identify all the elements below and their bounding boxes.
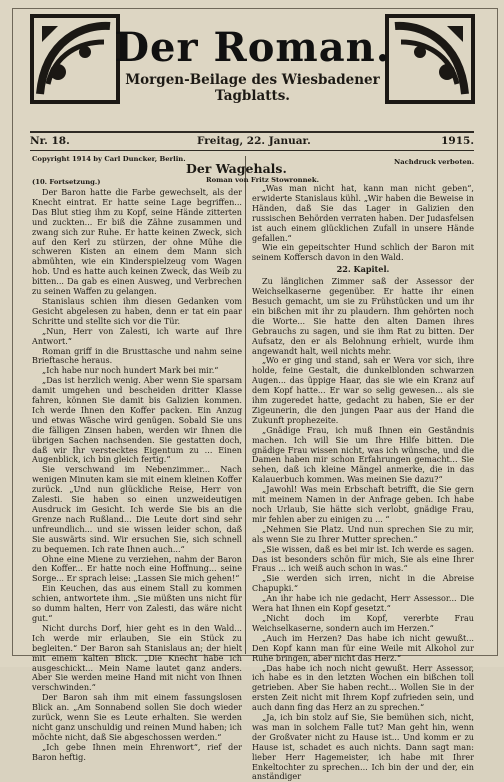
paragraph: Ein Keuchen, das aus einem Stall zu kommen schien, antwortete ihm. „Sie müßten uns nicht für so dumm halten, Herr von Zalesti, das wäre nicht gut.“	[32, 583, 242, 623]
issue-date: Freitag, 22. Januar.	[197, 135, 311, 147]
chapter-heading: 22. Kapitel.	[336, 264, 390, 275]
paragraph: Der Baron hatte die Farbe gewechselt, als der Knecht eintrat. Er hatte seine Lage begriffen... Das Blut stieg ihm zu Kopf, seine Hände zitterten und zuckten... Er biß die Zähne zusammen und zwang sich zur Ruhe. Er hatte keinen Zweck, sich auf den Kerl zu stürzen, der ohne Mühe die schweren Kisten an einem dem Mann sich abmühten, wie ein Kinderspielzeug vom Wagen hob. Und es hatte auch keinen Zweck, das Weib zu bitten... Da gab es einen Ausweg, und Verbrechen zu seinen Waffen zu gelangen.	[32, 187, 242, 297]
paragraph: Stanislaus schien ihm diesen Gedanken vom Gesicht abgelesen zu haben, denn er tat ein paar Schritte und stellte sich vor die Tür.	[32, 295, 242, 326]
paragraph: Roman griff in die Brusttasche und nahm seine Brieftasche heraus.	[32, 345, 242, 366]
paragraph: „Sie werden sich irren, nicht in die Abreise Chapupki.“	[252, 573, 474, 594]
issue-number: Nr. 18.	[30, 135, 70, 147]
paragraph: Der Baron sah ihm mit einem fassungslosen Blick an. „Am Sonnabend sollen Sie doch wieder zurück, wenn Sie es Leute erhalten. Sie werden nicht ganz unschuldig und reinen Mund haben; ich möchte nicht, daß Sie abgeschossen werden.“	[32, 692, 242, 742]
paragraph: „Nehmen Sie Platz. Und nun sprechen Sie zu mir, als wenn Sie zu Ihrer Mutter sprechen.“	[252, 523, 474, 544]
paragraph: „Nicht doch im Kopf, vererbte Frau Weichselkaserne, sondern auch im Herzen.“	[252, 612, 474, 633]
issue-year: 1915.	[441, 135, 474, 147]
paragraph: „Das habe ich noch nicht gewußt. Herr Assessor, ich habe es in den letzten Wochen ein bißchen toll getrieben. Aber Sie haben recht... Wollen Sie in der ersten Zeit nicht mit Ihrem Kopf zufrieden sein, und auch dann fing das Herz an zu sprechen.“	[252, 662, 474, 713]
paragraph: Sie verschwand im Nebenzimmer... Nach wenigen Minuten kam sie mit einem kleinen Koffer zurück. „Und nun glückliche Reise, Herr von Zalesti. Sie haben so einen unzweideutigen Ausdruck im Gesicht. Ich werde Sie bis an die Grenze nach Rußland... Die Leute dort sind sehr unfreundlich... und sie wissen leider schon, daß Sie auswärts sind. Wir ersuchen Sie, sich schnell zu bequemen. Ich rate Ihnen auch...“	[32, 464, 242, 554]
paragraph: „Ich gebe Ihnen mein Ehrenwort“, rief der Baron heftig.	[32, 741, 242, 762]
page-title: Der Roman.	[114, 24, 391, 71]
paragraph: „Was man nicht hat, kann man nicht geben“, erwiderte Stanislaus kühl. „Wir haben die Beweise in Händen, daß Sie das Lager in Galizien den russischen Behörden verraten haben. Der Judasfelsen ist auch einem glücklichen Zufall in unsere Hände gefallen.“	[252, 183, 474, 243]
left-column	[32, 188, 242, 763]
paragraph: „Jawohl! Was mein Erbschaft betrifft, die Sie gern mit meinem Namen in der Anfrage geben. Ich habe noch Urlaub, Sie hätte sich verlobt, gnädige Frau, mir fehlen aber zu einigen zu ... “	[252, 484, 474, 524]
copyright-line: Copyright 1914 by Carl Duncker, Berlin.	[32, 155, 186, 163]
paragraph: „Gnädige Frau, ich muß Ihnen ein Geständnis machen. Ich will Sie um Ihre Hilfe bitten. Die gnädige Frau wissen nicht, was ich wünsche, und die Damen haben mir schon Erfahrungen gemacht... Sie sehen, daß ich kleine Mängel anmerke, die in das Kalauerbuch kommen. Was meinen Sie dazu?“	[252, 424, 474, 485]
right-column	[252, 184, 474, 782]
story-author: Roman von Fritz Stowronnek.	[206, 176, 319, 184]
column-divider	[245, 156, 246, 654]
paragraph: „Nun, Herr von Zalesti, ich warte auf Ihre Antwort.“	[32, 325, 242, 346]
paragraph: „Ja, ich bin stolz auf Sie, Sie bemühen sich, nicht, was man in solchem Falle tut? Man geht hin, wenn der Großvater nicht zu Hause ist... Und komm er zu Hause ist, schadet es auch nichts. Dann sagt man: lieber Herr Hagemeister, ich habe mit Ihrer Enkeltochter zu sprechen... Ich bin der und der, ein anständiger	[252, 712, 474, 782]
continuation-note: (10. Fortsetzung.)	[32, 178, 101, 186]
paragraph: „Auch im Herzen? Das habe ich nicht gewußt... Den Kopf kann man für eine Weile mit Alkohol zur Ruhe bringen, aber nicht das Herz.“	[252, 632, 474, 663]
paragraph: „Ich habe nur noch hundert Mark bei mir.“	[42, 365, 219, 376]
masthead	[30, 14, 475, 104]
paragraph: Ohne eine Miene zu verziehen, nahm der Baron den Koffer... Er hatte noch eine Hoffnung... seine Sorge... Er sprach leise: „Lassen Sie mich gehen!“	[32, 553, 242, 584]
paragraph: „Wo er ging und stand, sah er Wera vor sich, ihre holde, feine Gestalt, die dunkelblonden schwarzen Augen... das üppige Haar, das sie wie ein Kranz auf dem Kopf hatte... Er war so selig gewesen... als sie ihm zugeredet hatte, gedacht zu haben, Sie er der Zigeunerin, die den jungen Paar aus der Hand die Zukunft prophezeite.	[252, 355, 474, 425]
paragraph: „Sie wissen, daß es bei mir ist. Ich werde es sagen. Das ist besonders schön für mich, Sie als eine Ihrer Fraus ... ich weiß auch schon in was.“	[252, 543, 474, 574]
issue-bar	[30, 131, 474, 151]
paragraph: Wie ein gepeitschter Hund schlich der Baron mit seinem Koffersch davon in den Wald.	[252, 242, 474, 263]
paragraph: „An ihr habe ich nie gedacht, Herr Assessor... Die Wera hat Ihnen ein Kopf gesetzt.“	[252, 593, 474, 614]
paragraph: Zu länglichen Zimmer saß der Assessor der Weichselkaserne gegenüber. Er hatte ihr einen Besuch gemacht, um sie zu Frühstücken und um ihr ein bißchen mit ihr zu plaudern. Ihm gehörten noch die Worte... Sie hatte den alten Damen ihres Gebrauchs zu sagen, und sie ihm Rat zu bitten. Der Aufsatz, den er als Belohnung erhielt, wurde ihm angewandt halt, weil nichts mehr.	[252, 276, 474, 356]
reprint-note: Nachdruck verboten.	[394, 158, 475, 166]
story-title: Der Wagehals.	[186, 161, 287, 176]
paragraph: „Das ist herzlich wenig. Aber wenn Sie sparsam damit umgehen und bescheiden dritter Klasse fahren, können Sie damit bis Galizien kommen. Ich werde Ihnen den Koffer packen. Ein Anzug und etwas Wäsche wird genügen. Sobald Sie uns die fälligen Zinsen haben, werden wir Ihnen die übrigen Sachen nachsenden. Sie gestatten doch, daß wir Ihr verstecktes Eigentum zu ... Einen Augenblick, ich bin gleich fertig.“	[32, 375, 242, 465]
paragraph: Nicht durchs Dorf, hier geht es in den Wald... Ich werde mir erlauben, Sie ein Stück zu begleiten.“ Der Baron sah Stanislaus an; der hielt mit einem kalten Blick. „Die Knecht habe ich ausgeschickt... Mein Name lautet ganz anders. Aber Sie werden meine Hand mit nicht von Ihnen verschwinden.“	[32, 622, 242, 693]
page-subtitle: Morgen-Beilage des Wiesbadener Tagblatts.	[125, 72, 380, 104]
